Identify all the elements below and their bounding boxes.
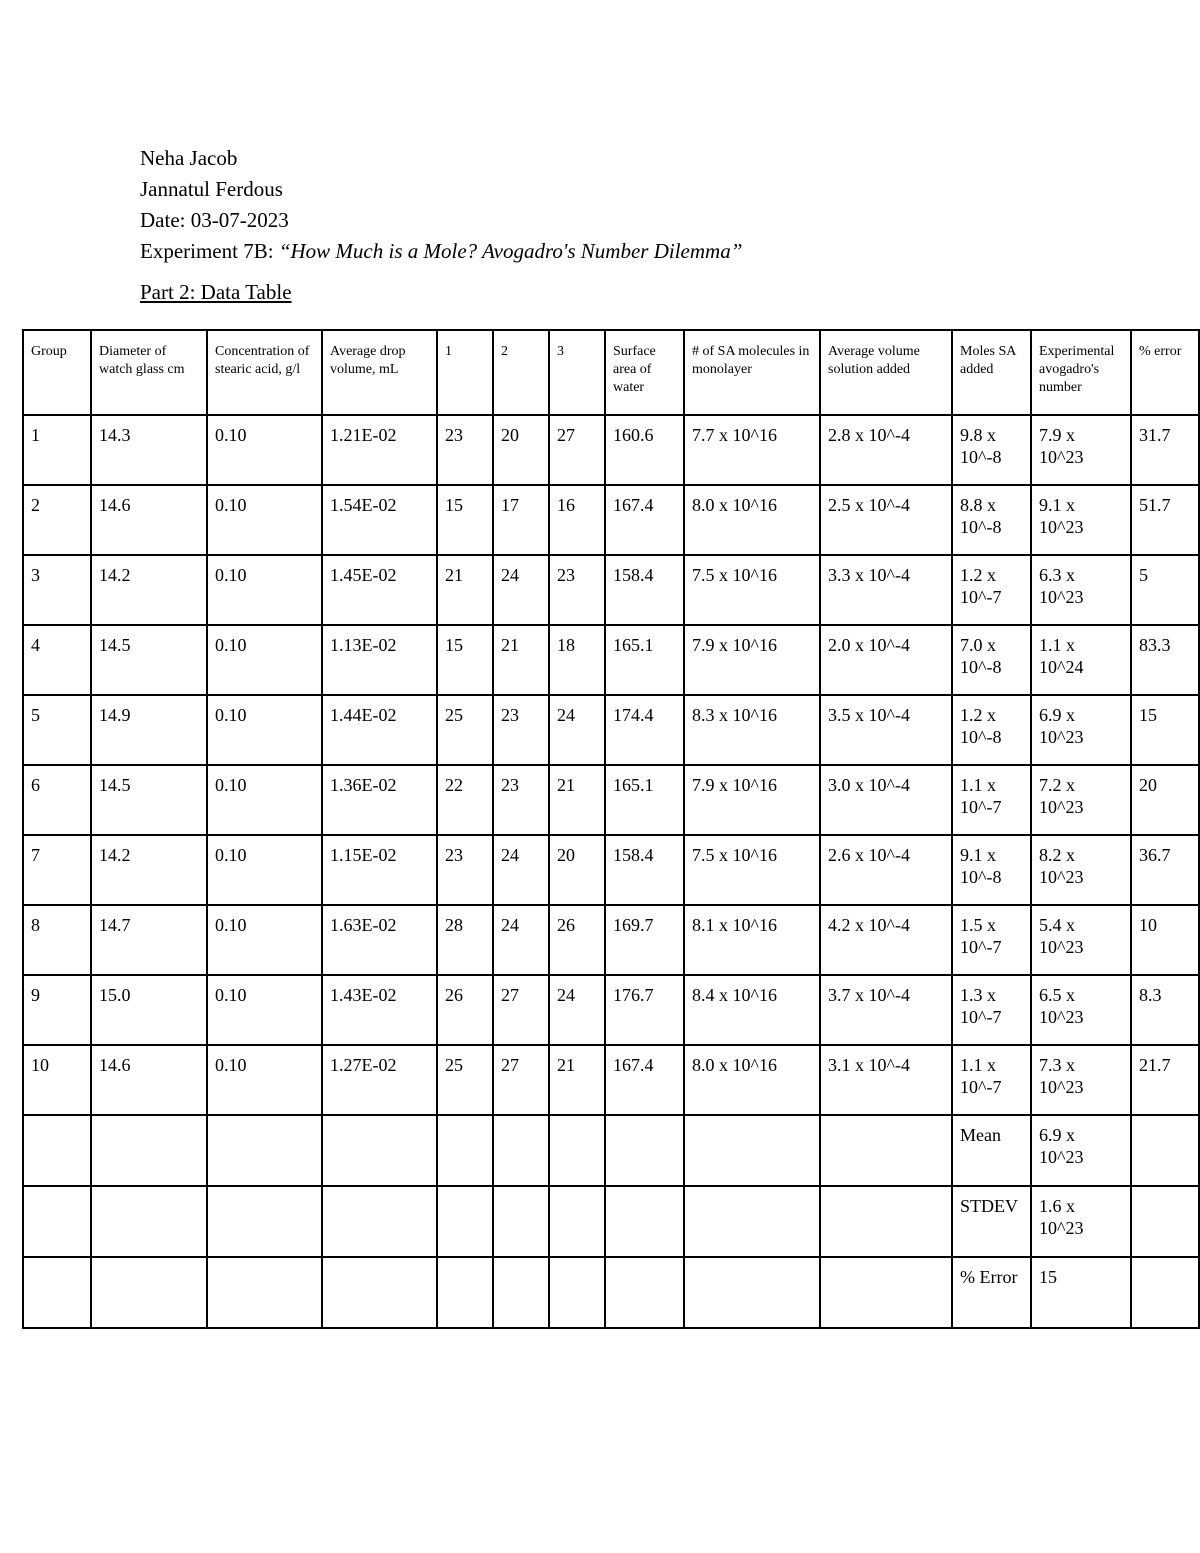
table-header-row bbox=[23, 330, 1199, 415]
table-cell: 23 bbox=[493, 695, 549, 765]
table-cell: 36.7 bbox=[1131, 835, 1199, 905]
table-cell: 27 bbox=[493, 975, 549, 1045]
table-cell: 25 bbox=[437, 1045, 493, 1115]
empty-cell bbox=[605, 1186, 684, 1257]
table-cell: 8.8 x 10^-8 bbox=[952, 485, 1031, 555]
table-cell: 174.4 bbox=[605, 695, 684, 765]
table-cell: 1 bbox=[23, 415, 91, 485]
table-cell: 9.1 x 10^23 bbox=[1031, 485, 1131, 555]
table-cell: 2.6 x 10^-4 bbox=[820, 835, 952, 905]
table-cell: 15 bbox=[1131, 695, 1199, 765]
table-cell: 15 bbox=[437, 625, 493, 695]
column-header: Average volume solution added bbox=[820, 330, 952, 415]
empty-cell bbox=[605, 1115, 684, 1186]
summary-label: Mean bbox=[952, 1115, 1031, 1186]
table-cell: 0.10 bbox=[207, 1045, 322, 1115]
empty-cell bbox=[91, 1257, 207, 1328]
table-row bbox=[23, 765, 1199, 835]
table-cell: 0.10 bbox=[207, 905, 322, 975]
table-cell: 10 bbox=[23, 1045, 91, 1115]
table-cell: 83.3 bbox=[1131, 625, 1199, 695]
table-cell: 26 bbox=[437, 975, 493, 1045]
table-cell: 165.1 bbox=[605, 765, 684, 835]
table-cell: 167.4 bbox=[605, 1045, 684, 1115]
table-cell: 8 bbox=[23, 905, 91, 975]
table-cell: 1.45E-02 bbox=[322, 555, 437, 625]
table-row bbox=[23, 555, 1199, 625]
column-header: Experimental avogadro's number bbox=[1031, 330, 1131, 415]
table-cell: 3.0 x 10^-4 bbox=[820, 765, 952, 835]
column-header: Average drop volume, mL bbox=[322, 330, 437, 415]
empty-cell bbox=[91, 1115, 207, 1186]
table-cell: 3.1 x 10^-4 bbox=[820, 1045, 952, 1115]
table-cell: 28 bbox=[437, 905, 493, 975]
empty-cell bbox=[23, 1186, 91, 1257]
table-row bbox=[23, 695, 1199, 765]
table-cell: 1.1 x 10^-7 bbox=[952, 1045, 1031, 1115]
empty-cell bbox=[322, 1115, 437, 1186]
summary-label: STDEV bbox=[952, 1186, 1031, 1257]
experiment-line bbox=[140, 236, 742, 267]
empty-cell bbox=[207, 1115, 322, 1186]
table-cell: 7.3 x 10^23 bbox=[1031, 1045, 1131, 1115]
table-cell: 2.5 x 10^-4 bbox=[820, 485, 952, 555]
table-cell: 158.4 bbox=[605, 555, 684, 625]
empty-cell bbox=[684, 1257, 820, 1328]
table-cell: 176.7 bbox=[605, 975, 684, 1045]
table-cell: 1.63E-02 bbox=[322, 905, 437, 975]
summary-value: 1.6 x 10^23 bbox=[1031, 1186, 1131, 1257]
empty-cell bbox=[820, 1257, 952, 1328]
table-cell: 1.43E-02 bbox=[322, 975, 437, 1045]
table-cell: 7.0 x 10^-8 bbox=[952, 625, 1031, 695]
table-cell: 1.1 x 10^24 bbox=[1031, 625, 1131, 695]
table-cell: 20 bbox=[549, 835, 605, 905]
table-cell: 165.1 bbox=[605, 625, 684, 695]
table-cell: 24 bbox=[549, 695, 605, 765]
empty-cell bbox=[437, 1115, 493, 1186]
table-cell: 7.9 x 10^16 bbox=[684, 625, 820, 695]
table-cell: 15.0 bbox=[91, 975, 207, 1045]
table-cell: 2 bbox=[23, 485, 91, 555]
table-cell: 0.10 bbox=[207, 975, 322, 1045]
table-cell: 1.27E-02 bbox=[322, 1045, 437, 1115]
column-header: 2 bbox=[493, 330, 549, 415]
table-cell: 1.15E-02 bbox=[322, 835, 437, 905]
table-cell: 8.0 x 10^16 bbox=[684, 485, 820, 555]
summary-row bbox=[23, 1186, 1199, 1257]
table-cell: 0.10 bbox=[207, 625, 322, 695]
author-name-1: Neha Jacob bbox=[140, 146, 238, 170]
table-cell: 7.5 x 10^16 bbox=[684, 835, 820, 905]
table-cell: 17 bbox=[493, 485, 549, 555]
table-cell: 7 bbox=[23, 835, 91, 905]
table-cell: 7.7 x 10^16 bbox=[684, 415, 820, 485]
table-cell: 7.9 x 10^16 bbox=[684, 765, 820, 835]
table-cell: 27 bbox=[493, 1045, 549, 1115]
table-cell: 8.2 x 10^23 bbox=[1031, 835, 1131, 905]
table-cell: 160.6 bbox=[605, 415, 684, 485]
table-cell: 20 bbox=[493, 415, 549, 485]
column-header: Surface area of water bbox=[605, 330, 684, 415]
data-table bbox=[22, 329, 1200, 1329]
table-cell: 21 bbox=[437, 555, 493, 625]
column-header: Diameter of watch glass cm bbox=[91, 330, 207, 415]
table-cell: 2.0 x 10^-4 bbox=[820, 625, 952, 695]
summary-row bbox=[23, 1115, 1199, 1186]
table-cell: 3.7 x 10^-4 bbox=[820, 975, 952, 1045]
table-cell: 14.9 bbox=[91, 695, 207, 765]
table-cell: 167.4 bbox=[605, 485, 684, 555]
table-cell: 21 bbox=[549, 765, 605, 835]
section-title: Part 2: Data Table bbox=[140, 280, 292, 304]
table-cell: 8.1 x 10^16 bbox=[684, 905, 820, 975]
table-cell: 23 bbox=[493, 765, 549, 835]
table-cell: 158.4 bbox=[605, 835, 684, 905]
table-body bbox=[23, 415, 1199, 1328]
table-cell: 23 bbox=[437, 415, 493, 485]
column-header: Group bbox=[23, 330, 91, 415]
empty-cell bbox=[493, 1257, 549, 1328]
table-cell: 5 bbox=[1131, 555, 1199, 625]
table-cell: 4.2 x 10^-4 bbox=[820, 905, 952, 975]
empty-cell bbox=[437, 1257, 493, 1328]
table-cell: 7.9 x 10^23 bbox=[1031, 415, 1131, 485]
table-cell: 51.7 bbox=[1131, 485, 1199, 555]
table-cell: 3.3 x 10^-4 bbox=[820, 555, 952, 625]
table-cell: 8.3 x 10^16 bbox=[684, 695, 820, 765]
table-row bbox=[23, 415, 1199, 485]
document-header bbox=[140, 143, 742, 267]
table-cell: 6.5 x 10^23 bbox=[1031, 975, 1131, 1045]
table-cell: 18 bbox=[549, 625, 605, 695]
empty-cell bbox=[23, 1115, 91, 1186]
table-cell: 1.3 x 10^-7 bbox=[952, 975, 1031, 1045]
table-cell: 5.4 x 10^23 bbox=[1031, 905, 1131, 975]
column-header: 1 bbox=[437, 330, 493, 415]
table-cell: 1.54E-02 bbox=[322, 485, 437, 555]
empty-cell bbox=[207, 1257, 322, 1328]
table-cell: 8.4 x 10^16 bbox=[684, 975, 820, 1045]
table-cell: 14.7 bbox=[91, 905, 207, 975]
table-cell: 3 bbox=[23, 555, 91, 625]
table-cell: 24 bbox=[493, 835, 549, 905]
empty-cell bbox=[549, 1257, 605, 1328]
table-cell: 0.10 bbox=[207, 835, 322, 905]
column-header: Concentration of stearic acid, g/l bbox=[207, 330, 322, 415]
table-cell: 1.13E-02 bbox=[322, 625, 437, 695]
empty-cell bbox=[1131, 1257, 1199, 1328]
empty-cell bbox=[23, 1257, 91, 1328]
table-cell: 14.2 bbox=[91, 835, 207, 905]
table-cell: 21 bbox=[549, 1045, 605, 1115]
column-header: # of SA molecules in monolayer bbox=[684, 330, 820, 415]
table-row bbox=[23, 625, 1199, 695]
empty-cell bbox=[493, 1115, 549, 1186]
table-cell: 22 bbox=[437, 765, 493, 835]
table-cell: 31.7 bbox=[1131, 415, 1199, 485]
table-cell: 0.10 bbox=[207, 765, 322, 835]
table-cell: 8.3 bbox=[1131, 975, 1199, 1045]
empty-cell bbox=[820, 1186, 952, 1257]
table-cell: 14.3 bbox=[91, 415, 207, 485]
column-header: Moles SA added bbox=[952, 330, 1031, 415]
table-cell: 27 bbox=[549, 415, 605, 485]
table-cell: 3.5 x 10^-4 bbox=[820, 695, 952, 765]
table-cell: 5 bbox=[23, 695, 91, 765]
table-cell: 10 bbox=[1131, 905, 1199, 975]
empty-cell bbox=[1131, 1186, 1199, 1257]
table-cell: 1.5 x 10^-7 bbox=[952, 905, 1031, 975]
table-cell: 21.7 bbox=[1131, 1045, 1199, 1115]
table-cell: 21 bbox=[493, 625, 549, 695]
table-cell: 7.2 x 10^23 bbox=[1031, 765, 1131, 835]
empty-cell bbox=[207, 1186, 322, 1257]
table-cell: 24 bbox=[493, 905, 549, 975]
empty-cell bbox=[322, 1257, 437, 1328]
table-cell: 23 bbox=[437, 835, 493, 905]
empty-cell bbox=[605, 1257, 684, 1328]
table-cell: 1.36E-02 bbox=[322, 765, 437, 835]
empty-cell bbox=[684, 1186, 820, 1257]
table-cell: 24 bbox=[493, 555, 549, 625]
table-cell: 6 bbox=[23, 765, 91, 835]
empty-cell bbox=[493, 1186, 549, 1257]
table-cell: 0.10 bbox=[207, 555, 322, 625]
experiment-prefix: Experiment 7B: bbox=[140, 239, 279, 263]
table-cell: 8.0 x 10^16 bbox=[684, 1045, 820, 1115]
table-cell: 14.2 bbox=[91, 555, 207, 625]
empty-cell bbox=[91, 1186, 207, 1257]
table-row bbox=[23, 975, 1199, 1045]
table-cell: 0.10 bbox=[207, 485, 322, 555]
table-cell: 4 bbox=[23, 625, 91, 695]
table-cell: 2.8 x 10^-4 bbox=[820, 415, 952, 485]
document-date: Date: 03-07-2023 bbox=[140, 208, 289, 232]
table-cell: 26 bbox=[549, 905, 605, 975]
table-cell: 9.1 x 10^-8 bbox=[952, 835, 1031, 905]
empty-cell bbox=[820, 1115, 952, 1186]
summary-value: 15 bbox=[1031, 1257, 1131, 1328]
table-cell: 16 bbox=[549, 485, 605, 555]
table-cell: 14.5 bbox=[91, 625, 207, 695]
table-row bbox=[23, 905, 1199, 975]
table-cell: 6.3 x 10^23 bbox=[1031, 555, 1131, 625]
table-cell: 169.7 bbox=[605, 905, 684, 975]
table-cell: 6.9 x 10^23 bbox=[1031, 695, 1131, 765]
summary-row bbox=[23, 1257, 1199, 1328]
empty-cell bbox=[322, 1186, 437, 1257]
table-cell: 1.1 x 10^-7 bbox=[952, 765, 1031, 835]
empty-cell bbox=[437, 1186, 493, 1257]
table-cell: 0.10 bbox=[207, 415, 322, 485]
author-name-2: Jannatul Ferdous bbox=[140, 177, 283, 201]
table-cell: 0.10 bbox=[207, 695, 322, 765]
table-cell: 24 bbox=[549, 975, 605, 1045]
table-cell: 1.21E-02 bbox=[322, 415, 437, 485]
table-cell: 14.6 bbox=[91, 485, 207, 555]
table-row bbox=[23, 485, 1199, 555]
empty-cell bbox=[549, 1186, 605, 1257]
table-cell: 25 bbox=[437, 695, 493, 765]
column-header: 3 bbox=[549, 330, 605, 415]
column-header: % error bbox=[1131, 330, 1199, 415]
table-cell: 14.6 bbox=[91, 1045, 207, 1115]
table-cell: 1.2 x 10^-7 bbox=[952, 555, 1031, 625]
table-cell: 1.44E-02 bbox=[322, 695, 437, 765]
table-cell: 20 bbox=[1131, 765, 1199, 835]
table-row bbox=[23, 1045, 1199, 1115]
table-cell: 9 bbox=[23, 975, 91, 1045]
empty-cell bbox=[1131, 1115, 1199, 1186]
summary-value: 6.9 x 10^23 bbox=[1031, 1115, 1131, 1186]
table-cell: 9.8 x 10^-8 bbox=[952, 415, 1031, 485]
table-row bbox=[23, 835, 1199, 905]
table-cell: 23 bbox=[549, 555, 605, 625]
summary-label: % Error bbox=[952, 1257, 1031, 1328]
table-cell: 7.5 x 10^16 bbox=[684, 555, 820, 625]
table-cell: 14.5 bbox=[91, 765, 207, 835]
empty-cell bbox=[549, 1115, 605, 1186]
experiment-title: “How Much is a Mole? Avogadro's Number Dilemma” bbox=[278, 239, 743, 263]
empty-cell bbox=[684, 1115, 820, 1186]
table-cell: 1.2 x 10^-8 bbox=[952, 695, 1031, 765]
table-cell: 15 bbox=[437, 485, 493, 555]
